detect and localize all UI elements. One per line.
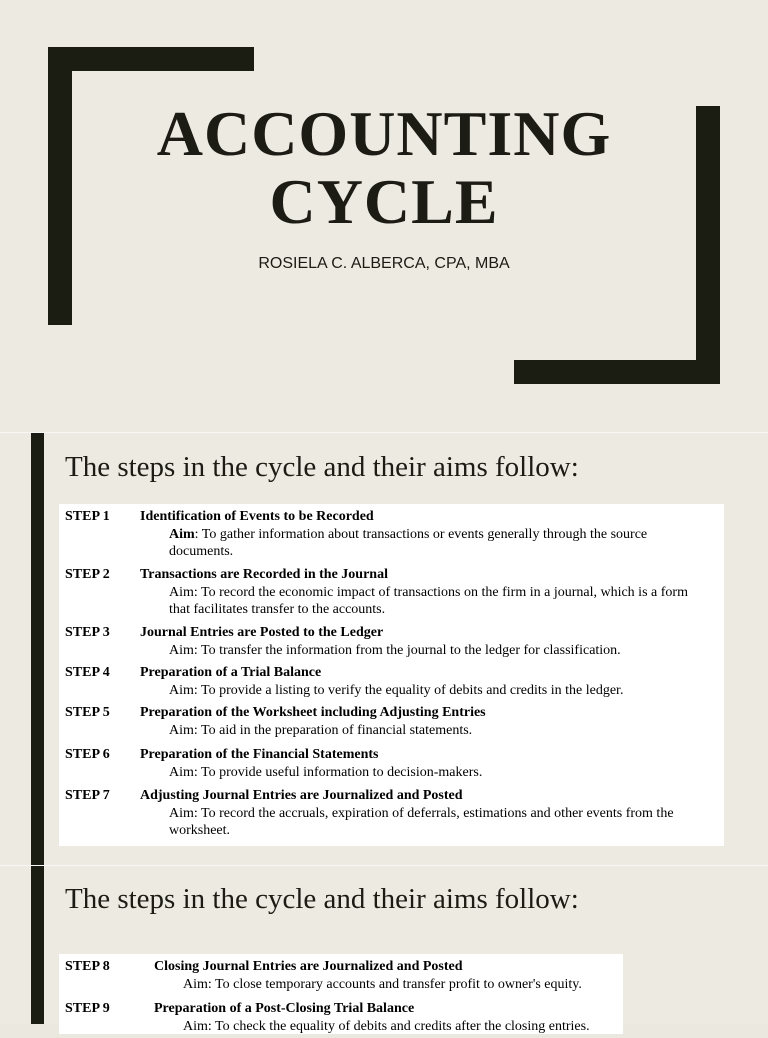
- step-label: STEP 9: [65, 1001, 110, 1016]
- aim-word: Aim:: [169, 643, 198, 658]
- slide-heading: The steps in the cycle and their aims follow:: [65, 883, 579, 915]
- aim-text: To record the accruals, expiration of deferrals, estimations and other events from the worksheet.: [169, 806, 674, 838]
- title-line-2: CYCLE: [269, 166, 499, 237]
- step-aim: [183, 976, 609, 993]
- slide-left-accent-bar: [31, 866, 44, 1024]
- step-aim: [169, 584, 710, 618]
- step-label: STEP 4: [65, 665, 110, 680]
- step-item: [65, 746, 718, 784]
- aim-text: To aid in the preparation of financial statements.: [197, 723, 473, 738]
- step-title: Preparation of a Post-Closing Trial Balance: [154, 1001, 415, 1016]
- step-aim: [169, 722, 710, 739]
- step-item: [65, 508, 718, 564]
- step-aim: [169, 764, 710, 781]
- frame-bottom-right-horizontal: [514, 360, 720, 384]
- step-title: Preparation of the Worksheet including Adjusting Entries: [140, 705, 486, 720]
- aim-text: To provide useful information to decision-makers.: [197, 765, 483, 780]
- step-item: [65, 624, 718, 662]
- aim-text: To transfer the information from the journal to the ledger for classification.: [197, 643, 621, 658]
- step-label: STEP 2: [65, 567, 110, 582]
- steps-panel: [59, 504, 724, 846]
- aim-word: Aim:: [169, 683, 198, 698]
- steps-panel: [59, 954, 623, 1034]
- aim-word: Aim:: [169, 806, 198, 821]
- aim-text: To check the equality of debits and credits after the closing entries.: [211, 1019, 590, 1034]
- title-slide: [0, 0, 768, 432]
- step-label: STEP 8: [65, 959, 110, 974]
- step-label: STEP 6: [65, 747, 110, 762]
- step-item: [65, 1000, 617, 1038]
- step-label: STEP 3: [65, 625, 110, 640]
- step-label: STEP 1: [65, 509, 110, 524]
- step-item: [65, 566, 718, 622]
- step-item: [65, 664, 718, 702]
- aim-word: Aim:: [183, 977, 212, 992]
- step-title: Identification of Events to be Recorded: [140, 509, 374, 524]
- aim-text: : To gather information about transactions or events generally through the source documents.: [169, 527, 648, 559]
- step-title: Journal Entries are Posted to the Ledger: [140, 625, 384, 640]
- aim-word: Aim:: [169, 585, 198, 600]
- aim-text: To record the economic impact of transactions on the firm in a journal, which is a form that facilitates transfer to the accounts.: [169, 585, 688, 617]
- steps-slide-2: [0, 866, 768, 1034]
- presentation-title: [0, 100, 768, 236]
- step-title: Adjusting Journal Entries are Journalized and Posted: [140, 788, 463, 803]
- step-label: STEP 5: [65, 705, 110, 720]
- step-label: STEP 7: [65, 788, 110, 803]
- slide-heading: The steps in the cycle and their aims follow:: [65, 451, 579, 483]
- aim-text: To provide a listing to verify the equality of debits and credits in the ledger.: [197, 683, 624, 698]
- step-aim: [169, 805, 710, 839]
- aim-word: Aim:: [169, 765, 198, 780]
- aim-word: Aim:: [169, 723, 198, 738]
- aim-word: Aim:: [183, 1019, 212, 1034]
- title-line-1: ACCOUNTING: [156, 98, 612, 169]
- step-item: [65, 958, 617, 996]
- step-item: [65, 787, 718, 843]
- step-title: Preparation of the Financial Statements: [140, 747, 379, 762]
- steps-slide-1: [0, 433, 768, 865]
- step-item: [65, 704, 718, 742]
- step-aim: [169, 526, 710, 560]
- aim-word: Aim: [169, 527, 195, 542]
- step-title: Preparation of a Trial Balance: [140, 665, 322, 680]
- slide-left-accent-bar: [31, 433, 44, 865]
- step-aim: [183, 1018, 609, 1035]
- step-title: Transactions are Recorded in the Journal: [140, 567, 388, 582]
- aim-text: To close temporary accounts and transfer profit to owner's equity.: [211, 977, 582, 992]
- step-aim: [169, 642, 710, 659]
- frame-top-left-horizontal: [48, 47, 254, 71]
- author-name: ROSIELA C. ALBERCA, CPA, MBA: [258, 255, 510, 272]
- step-aim: [169, 682, 710, 699]
- step-title: Closing Journal Entries are Journalized and Posted: [154, 959, 463, 974]
